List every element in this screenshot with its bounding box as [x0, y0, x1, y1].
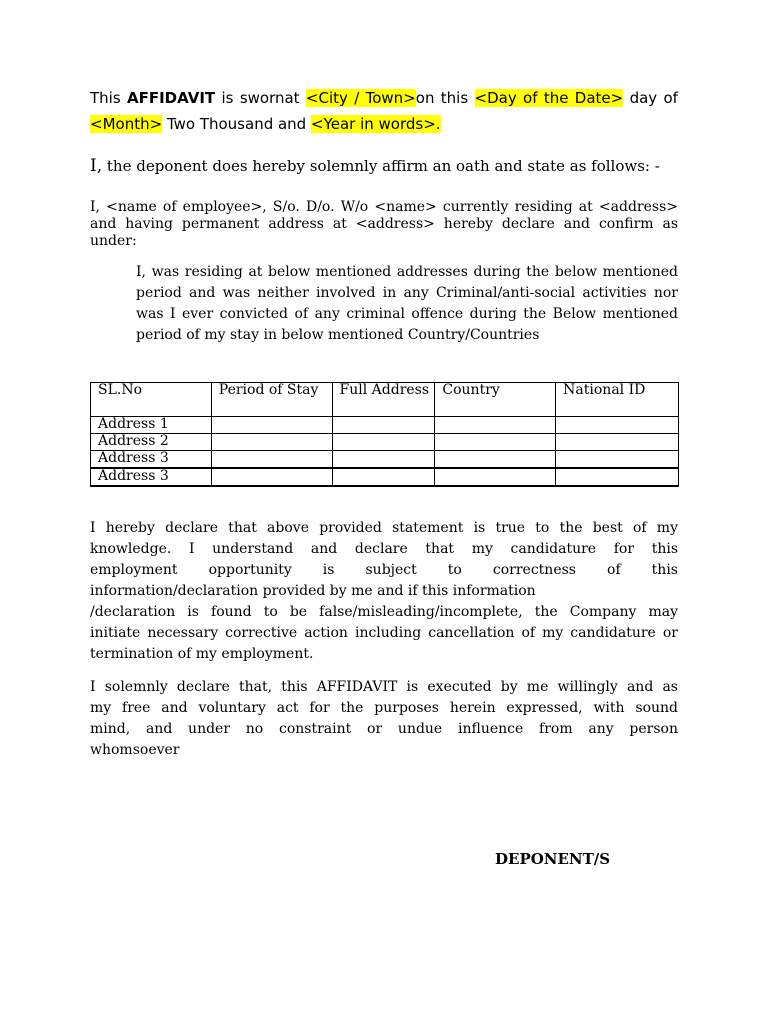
solemn-line: mind, and under no constraint or undue influence from any person	[90, 721, 678, 737]
table-cell-country	[435, 434, 556, 451]
day-placeholder: <Day of the Date>	[474, 89, 624, 107]
table-cell-sl-no: Address 1	[91, 417, 212, 434]
deponent-intro	[90, 155, 678, 177]
table-cell-national-id	[556, 434, 679, 451]
statement-line: /declaration is found to be false/misleading/incomplete, the Company may	[90, 604, 678, 620]
table-cell-address	[332, 417, 435, 434]
deponent-signature-label: DEPONENT/S	[495, 850, 611, 868]
table-row	[91, 451, 679, 469]
intro-sworn: is swornat	[221, 89, 300, 107]
header-sl-no: SL.No	[91, 383, 212, 417]
header-national-id: National ID	[556, 383, 679, 417]
city-placeholder: <City / Town>	[305, 89, 416, 107]
header-full-address: Full Address	[332, 383, 435, 417]
table-cell-address	[332, 468, 435, 486]
solemn-declaration	[90, 677, 678, 761]
table-cell-period	[211, 451, 332, 469]
affidavit-title-word: AFFIDAVIT	[127, 89, 216, 107]
statement-line: I hereby declare that above provided statement is true to the best of my	[90, 520, 678, 536]
month-placeholder: <Month>	[90, 115, 163, 133]
table-cell-sl-no: Address 3	[91, 468, 212, 486]
statement-line: initiate necessary corrective action including cancellation of my candidature or	[90, 625, 678, 641]
table-cell-national-id	[556, 468, 679, 486]
table-cell-period	[211, 417, 332, 434]
table-cell-country	[435, 451, 556, 469]
address-table-header-row	[91, 383, 679, 417]
solemn-line: whomsoever	[90, 742, 180, 758]
intro-this: This	[90, 89, 121, 107]
table-cell-national-id	[556, 417, 679, 434]
table-cell-sl-no: Address 3	[91, 451, 212, 469]
intro-on-this: on this	[415, 89, 469, 107]
employee-declaration: I, <name of employee>, S/o. D/o. W/o <name> currently residing at <address> and having permanent address at <address> hereby declare and confirm as under:	[90, 199, 678, 249]
statement-line: information/declaration provided by me and if this information	[90, 583, 536, 599]
statement-line: knowledge. I understand and declare that my candidature for this	[90, 541, 678, 557]
table-row	[91, 468, 679, 486]
table-row	[91, 417, 679, 434]
deponent-pronoun: I,	[90, 156, 103, 176]
header-period-of-stay: Period of Stay	[211, 383, 332, 417]
address-table	[90, 382, 679, 487]
table-cell-period	[211, 434, 332, 451]
header-country: Country	[435, 383, 556, 417]
statement-line: termination of my employment.	[90, 646, 314, 662]
truth-statement	[90, 518, 678, 665]
table-row	[91, 434, 679, 451]
statement-line: employment opportunity is subject to correctness of this	[90, 562, 678, 578]
table-cell-country	[435, 417, 556, 434]
intro-two-thousand: Two Thousand and	[166, 115, 307, 133]
residence-statement: I, was residing at below mentioned addresses during the below mentioned period and was neither involved in any Criminal/anti-social activities nor was I ever convicted of any criminal offence during the Below mentioned period of my stay in below mentioned Country/Countries	[136, 264, 678, 343]
table-cell-address	[332, 434, 435, 451]
table-cell-sl-no: Address 2	[91, 434, 212, 451]
year-placeholder: <Year in words>.	[311, 115, 441, 133]
affidavit-intro	[90, 85, 678, 137]
solemn-line: my free and voluntary act for the purposes herein expressed, with sound	[90, 700, 678, 716]
table-cell-national-id	[556, 451, 679, 469]
table-cell-country	[435, 468, 556, 486]
solemn-line: I solemnly declare that, this AFFIDAVIT is executed by me willingly and as	[90, 679, 678, 695]
table-cell-period	[211, 468, 332, 486]
deponent-intro-text: the deponent does hereby solemnly affirm an oath and state as follows: -	[106, 157, 660, 175]
table-cell-address	[332, 451, 435, 469]
intro-day-of: day of	[629, 89, 678, 107]
